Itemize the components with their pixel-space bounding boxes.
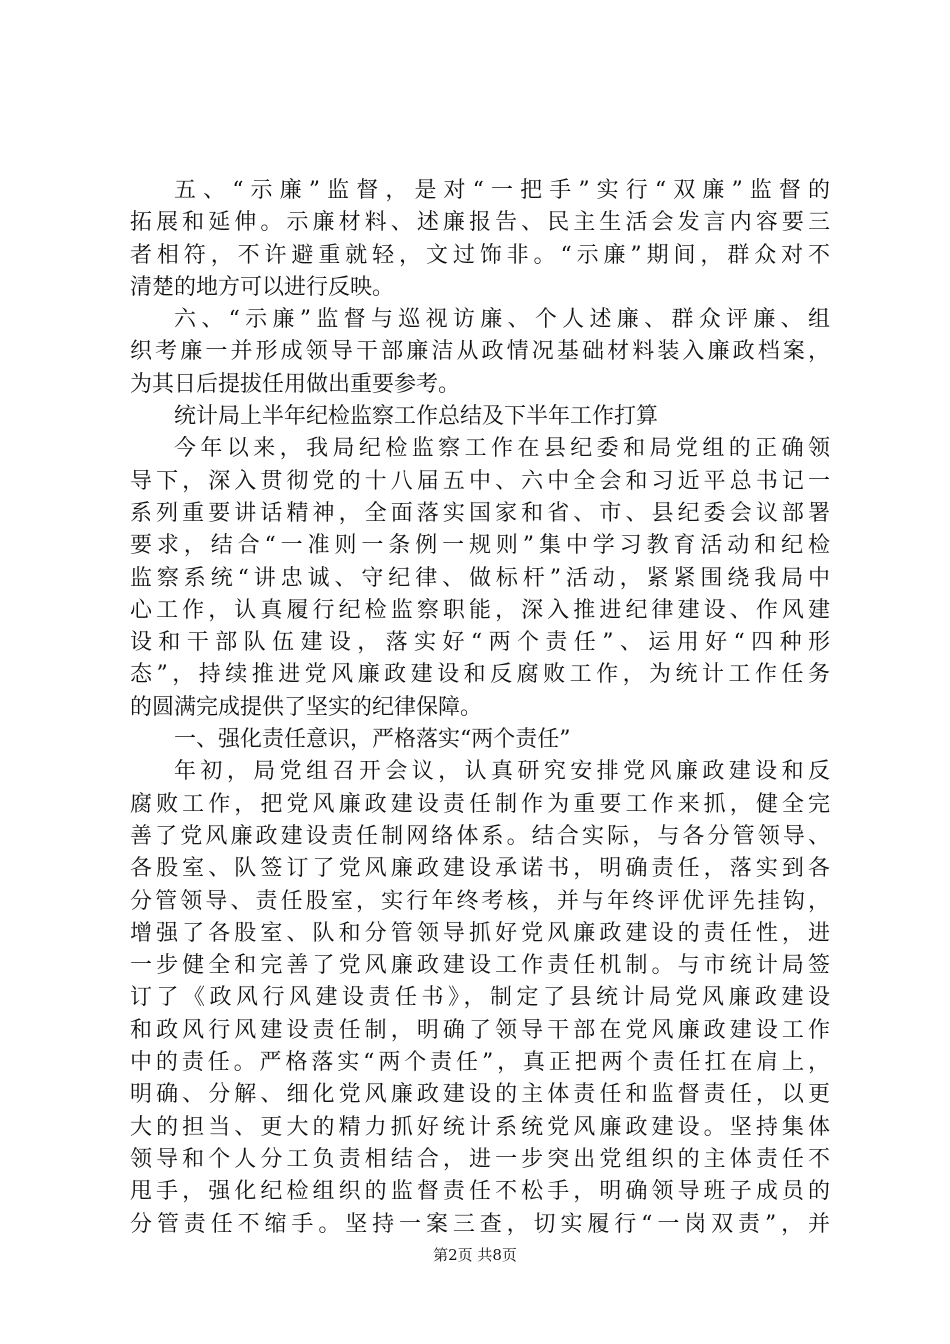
text-line: 分管领导、责任股室，实行年终考核，并与年终评优评先挂钩， — [130, 888, 830, 914]
text-line: 监察系统“讲忠诚、守纪律、做标杆”活动，紧紧围绕我局中 — [130, 565, 830, 591]
text-line: 为其日后提拔任用做出重要参考。 — [130, 371, 461, 397]
text-line: 设和干部队伍建设，落实好“两个责任”、运用好“四种形 — [130, 630, 830, 656]
text-line: 甩手，强化纪检组织的监督责任不松手，明确领导班子成员的 — [130, 1179, 830, 1205]
text-line: 拓展和延伸。示廉材料、述廉报告、民主生活会发言内容要三 — [130, 210, 830, 236]
text-line: 一、强化责任意识，严格落实“两个责任” — [174, 727, 571, 753]
text-line: 增强了各股室、队和分管领导抓好党风廉政建设的责任性，进 — [130, 920, 830, 946]
text-line: 态”，持续推进党风廉政建设和反腐败工作，为统计工作任务 — [130, 662, 830, 688]
text-line: 清楚的地方可以进行反映。 — [130, 274, 395, 300]
page-number-footer: 第2页 共8页 — [433, 1246, 517, 1264]
text-line: 导下，深入贯彻党的十八届五中、六中全会和习近平总书记一 — [130, 468, 830, 494]
text-line: 善了党风廉政建设责任制网络体系。结合实际，与各分管领导、 — [130, 823, 830, 849]
text-line: 腐败工作，把党风廉政建设责任制作为重要工作来抓，健全完 — [130, 791, 830, 817]
text-line: 织考廉一并形成领导干部廉洁从政情况基础材料装入廉政档案， — [130, 339, 830, 365]
text-line: 领导和个人分工负责相结合，进一步突出党组织的主体责任不 — [130, 1146, 830, 1172]
text-line: 五、“示廉”监督，是对“一把手”实行“双廉”监督的 — [174, 178, 830, 203]
text-line: 明确、分解、细化党风廉政建设的主体责任和监督责任，以更 — [130, 1082, 830, 1108]
text-line: 中的责任。严格落实“两个责任”，真正把两个责任扛在肩上， — [130, 1050, 830, 1076]
text-line: 统计局上半年纪检监察工作总结及下半年工作打算 — [174, 404, 659, 430]
text-line: 心工作，认真履行纪检监察职能，深入推进纪律建设、作风建 — [130, 597, 830, 623]
text-line: 六、“示廉”监督与巡视访廉、个人述廉、群众评廉、组 — [174, 307, 830, 333]
text-line: 大的担当、更大的精力抓好统计系统党风廉政建设。坚持集体 — [130, 1114, 830, 1140]
text-line: 各股室、队签订了党风廉政建设承诺书，明确责任，落实到各 — [130, 856, 830, 882]
text-line: 订了《政风行风建设责任书》，制定了县统计局党风廉政建设 — [130, 985, 830, 1011]
text-line: 系列重要讲话精神，全面落实国家和省、市、县纪委会议部署 — [130, 500, 830, 526]
text-line: 和政风行风建设责任制，明确了领导干部在党风廉政建设工作 — [130, 1017, 830, 1043]
text-line: 今年以来，我局纪检监察工作在县纪委和局党组的正确领 — [174, 436, 830, 462]
text-line: 分管责任不缩手。坚持一案三查，切实履行“一岗双责”，并 — [130, 1211, 830, 1237]
text-line: 的圆满完成提供了坚实的纪律保障。 — [130, 694, 483, 720]
text-line: 年初，局党组召开会议，认真研究安排党风廉政建设和反 — [174, 759, 830, 785]
document-body — [130, 175, 830, 1241]
text-line: 一步健全和完善了党风廉政建设工作责任机制。与市统计局签 — [130, 953, 830, 979]
text-line: 要求，结合“一准则一条例一规则”集中学习教育活动和纪检 — [130, 533, 830, 559]
text-line: 者相符，不许避重就轻，文过饰非。“示廉”期间，群众对不 — [130, 242, 830, 268]
